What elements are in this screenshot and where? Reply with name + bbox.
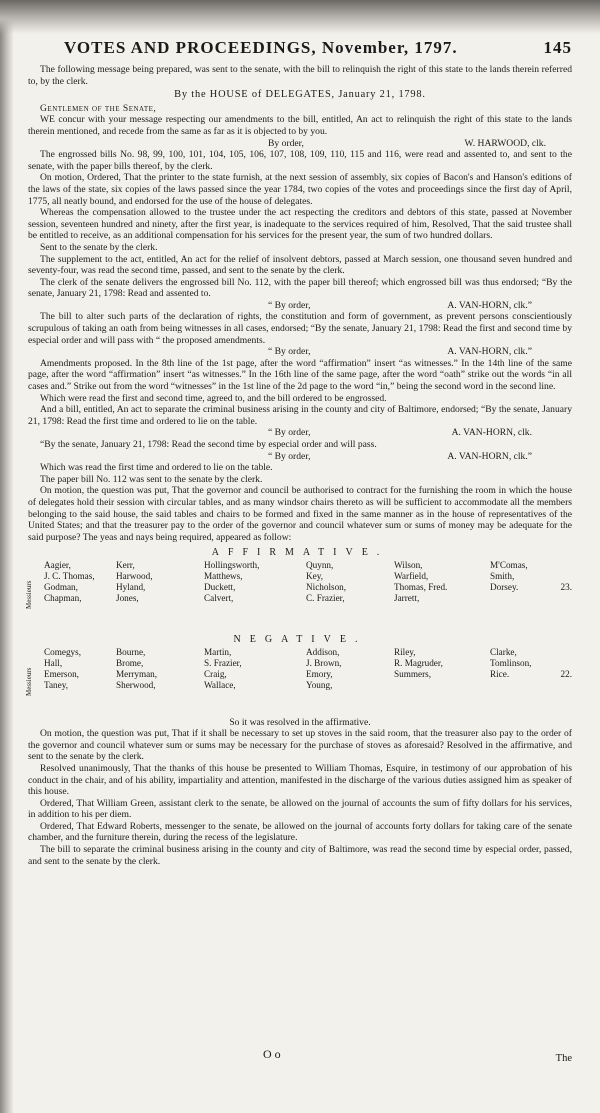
member-name: R. Magruder,	[394, 657, 443, 668]
member-name: Thomas, Fred.	[394, 581, 448, 592]
member-name: Calvert,	[204, 592, 234, 603]
vote-column	[116, 560, 153, 604]
member-name: Craig,	[204, 668, 227, 679]
by-order: By order,	[268, 137, 304, 149]
member-name: Hyland,	[116, 581, 146, 592]
paragraph: On motion, the question was put, That the governor and council be authorised to contract for the furnishing the room in which the house of delegates hold their session with circular tables, and as many windsor chairs thereto as will be sufficient to accommodate all the members belonging to the said house, the said tables and chairs to be formed and fixed in the same manner as in the house of representatives of the United States; and that the treasurer pay to the order of the governor and council whatever sum or sums of money may be adequate for the said purpose? The yeas and nays being required, appeared as follow:	[28, 485, 572, 543]
paragraph: Resolved unanimously, That the thanks of this house be presented to William Thomas, Esquire, in testimony of our approbation of his conduct in the chair, and of his ability, impartiality and attention, manifested in the discharge of the various duties assigned him as speaker of this house.	[28, 762, 572, 798]
negative-heading: NEGATIVE.	[233, 633, 367, 645]
signature-line	[28, 346, 572, 358]
by-order: “ By order,	[268, 346, 311, 358]
clerk-signature: W. HARWOOD, clk.	[464, 137, 546, 149]
paragraph: Which was read the first time and ordered to lie on the table.	[40, 462, 273, 474]
message-heading: By the HOUSE of DELEGATES, January 21, 1798.	[174, 89, 426, 101]
page-footer	[0, 1047, 572, 1067]
clerk-signature: A. VAN-HORN, clk.”	[447, 346, 532, 358]
negative-list	[25, 646, 572, 717]
paragraph: The clerk of the senate delivers the engrossed bill No. 112, with the paper bill thereof; which engrossed bill was thus endorsed; “By the senate, January 21, 1798: Read and assented to.	[28, 276, 572, 300]
paragraph: The engrossed bills No. 98, 99, 100, 101, 104, 105, 106, 107, 108, 109, 110, 115 and 116, were read and assented to, and sent to the senate, with the paper bills thereof, by the clerk.	[28, 149, 572, 172]
member-name: Martin,	[204, 646, 232, 657]
paragraph: Ordered, That Edward Roberts, messenger to the senate, be allowed on the journal of accounts forty dollars for taking care of the senate chamber, and the furniture therein, during the recess of the legislature.	[28, 820, 572, 844]
member-name: Jarrett,	[394, 592, 420, 603]
member-name: Nicholson,	[306, 581, 347, 592]
vote-column	[394, 647, 443, 680]
member-name: Brome,	[116, 657, 144, 668]
vote-column	[490, 560, 528, 593]
member-name: S. Frazier,	[204, 657, 242, 668]
signature-line	[28, 451, 572, 463]
signature-line	[28, 138, 572, 150]
signature-mark: O o	[263, 1047, 281, 1061]
paragraph: The bill to alter such parts of the declaration of rights, the constitution and form of government, as prevent persons conscientiously scrupulous of taking an oath from being witnesses in all cases, endorsed; “By the senate, January 21, 1798: Read the first and second time by especial order and will pass with “ the proposed amendments.	[28, 311, 572, 346]
vote-column	[306, 560, 346, 604]
vote-column	[490, 647, 531, 680]
paragraph: “By the senate, January 21, 1798: Read the second time by especial order and will pass.	[40, 439, 377, 450]
running-head	[64, 38, 572, 60]
clerk-signature: A. VAN-HORN, clk.”	[447, 299, 532, 311]
side-label: Messieurs	[25, 667, 33, 696]
clerk-signature: A. VAN-HORN, clk.	[451, 427, 532, 439]
member-name: Bourne,	[116, 646, 146, 657]
member-name: C. Frazier,	[306, 592, 345, 603]
vote-column	[44, 647, 81, 691]
vote-column	[204, 560, 259, 604]
vote-column	[306, 647, 341, 691]
member-name: Wallace,	[204, 679, 236, 690]
member-name: Sherwood,	[116, 679, 156, 690]
member-name: Dorsey.	[490, 581, 519, 592]
resolution-note: So it was resolved in the affirmative.	[229, 716, 371, 728]
member-name: Quynn,	[306, 559, 334, 570]
paragraph: WE concur with your message respecting our amendments to the bill, entitled, An act to relinquish the right of this state to the lands therein mentioned, and recede from the same as far as it is objected to by you.	[28, 114, 572, 137]
member-name: Kerr,	[116, 559, 135, 570]
member-name: Chapman,	[44, 592, 82, 603]
paragraph: The supplement to the act, entitled, An act for the relief of insolvent debtors, passed at March session, one thousand seven hundred and seventy-four, was read the second time, passed, and sent to the senate by the clerk.	[28, 253, 572, 277]
vote-column	[44, 560, 95, 604]
member-name: J. C. Thomas,	[44, 570, 95, 581]
member-name: Harwood,	[116, 570, 153, 581]
member-name: Hollingsworth,	[204, 559, 260, 570]
affirmative-list	[25, 559, 572, 630]
member-name: Clarke,	[490, 646, 517, 657]
paragraph: Which were read the first and second time, agreed to, and the bill ordered to be engrossed.	[40, 392, 387, 404]
member-name: Emory,	[306, 668, 333, 679]
by-order: “ By order,	[268, 450, 311, 462]
paragraph: Amendments proposed. In the 8th line of the 1st page, after the word “affirmation” insert “as witnesses.” In the 14th line of the same page, after the word “affirmation” insert “as witnesses.” In the 16th line of the same page, after the word “oath” strike out the words “in all cases and.” Strike out from the word “witnesses” in the 1st line of the 2d page to the word “in,” being the second word in the second line.	[28, 357, 572, 393]
side-label: Messieurs	[25, 580, 33, 610]
member-name: Jones,	[116, 592, 139, 603]
signature-line	[28, 300, 572, 312]
vote-count: 22.	[560, 668, 572, 679]
member-name: Emerson,	[44, 668, 79, 679]
paragraph: The following message being prepared, was sent to the senate, with the bill to relinquish the right of this state to the lands therein referred to, by the clerk.	[28, 64, 572, 87]
member-name: J. Brown,	[306, 657, 342, 668]
member-name: Rice.	[490, 668, 510, 679]
member-name: Duckett,	[204, 581, 236, 592]
vote-column	[394, 560, 447, 604]
vote-column	[204, 647, 242, 691]
document-body	[25, 64, 572, 867]
paragraph: Ordered, That William Green, assistant clerk to the senate, be allowed on the journal of accounts the sum of fifty dollars for his services, in addition to his per diem.	[28, 797, 572, 821]
vote-count: 23.	[560, 581, 572, 592]
page-title: VOTES AND PROCEEDINGS, November, 1797.	[64, 38, 458, 57]
member-name: Tomlinson,	[490, 657, 532, 668]
clerk-signature: A. VAN-HORN, clk.”	[447, 450, 532, 462]
vote-column	[116, 647, 157, 691]
paragraph: On motion, the question was put, That if it shall be necessary to set up stoves in the said room, that the treasurer also pay to the order of the governor and council whatever sum or sums may be necessary for the purchase of stoves as aforesaid? Resolved in the affirmative, and sent to the senate by the clerk.	[28, 728, 572, 763]
member-name: Key,	[306, 570, 324, 581]
affirmative-heading: AFFIRMATIVE.	[211, 547, 389, 559]
member-name: Matthews,	[204, 570, 243, 581]
paragraph: Sent to the senate by the clerk.	[40, 241, 158, 253]
salutation: Gentlemen of the Senate,	[40, 102, 157, 114]
signature-line	[28, 427, 572, 439]
member-name: Riley,	[394, 646, 416, 657]
page-number: 145	[543, 38, 572, 57]
member-name: Merryman,	[116, 668, 158, 679]
member-name: Wilson,	[394, 559, 423, 570]
member-name: Summers,	[394, 668, 432, 679]
member-name: Warfield,	[394, 570, 429, 581]
member-name: Addison,	[306, 646, 340, 657]
paragraph: On motion, Ordered, That the printer to the state furnish, at the next session of assembly, six copies of Bacon's and Hanson's editions of the laws of the state, six copies of the laws passed since the year 1784, two copies of the votes and proceedings since the first day of April, 1775, all neatly bound, and endorsed for the use of the house of delegates.	[28, 172, 572, 207]
paragraph: The paper bill No. 112 was sent to the senate by the clerk.	[40, 473, 263, 485]
member-name: Aagier,	[44, 559, 71, 570]
member-name: Godman,	[44, 581, 78, 592]
member-name: Comegys,	[44, 646, 82, 657]
member-name: Hall,	[44, 657, 63, 668]
paragraph: The bill to separate the criminal business arising in the county and city of Baltimore, was read the second time by especial order, passed, and sent to the senate by the clerk.	[28, 844, 572, 867]
member-name: Taney,	[44, 679, 69, 690]
by-order: “ By order,	[268, 299, 311, 311]
catchword: The	[555, 1053, 572, 1064]
paragraph: And a bill, entitled, An act to separate the criminal business arising in the county and city of Baltimore, endorsed; “By the senate, January 21, 1798: Read the first time and ordered to lie on the table.	[28, 404, 572, 427]
member-name: M'Comas,	[490, 559, 528, 570]
member-name: Smith,	[490, 570, 515, 581]
by-order: “ By order,	[268, 427, 311, 439]
paragraph: Whereas the compensation allowed to the trustee under the act respecting the creditors and debtors of this state, passed at November session, seventeen hundred and ninety, after the first year, is inadequate to the services required of him, Resolved, That the said trustee shall be entitled to receive, as an additional compensation for his services for the present year, the sum of two hundred dollars.	[28, 207, 572, 242]
member-name: Young,	[306, 679, 333, 690]
